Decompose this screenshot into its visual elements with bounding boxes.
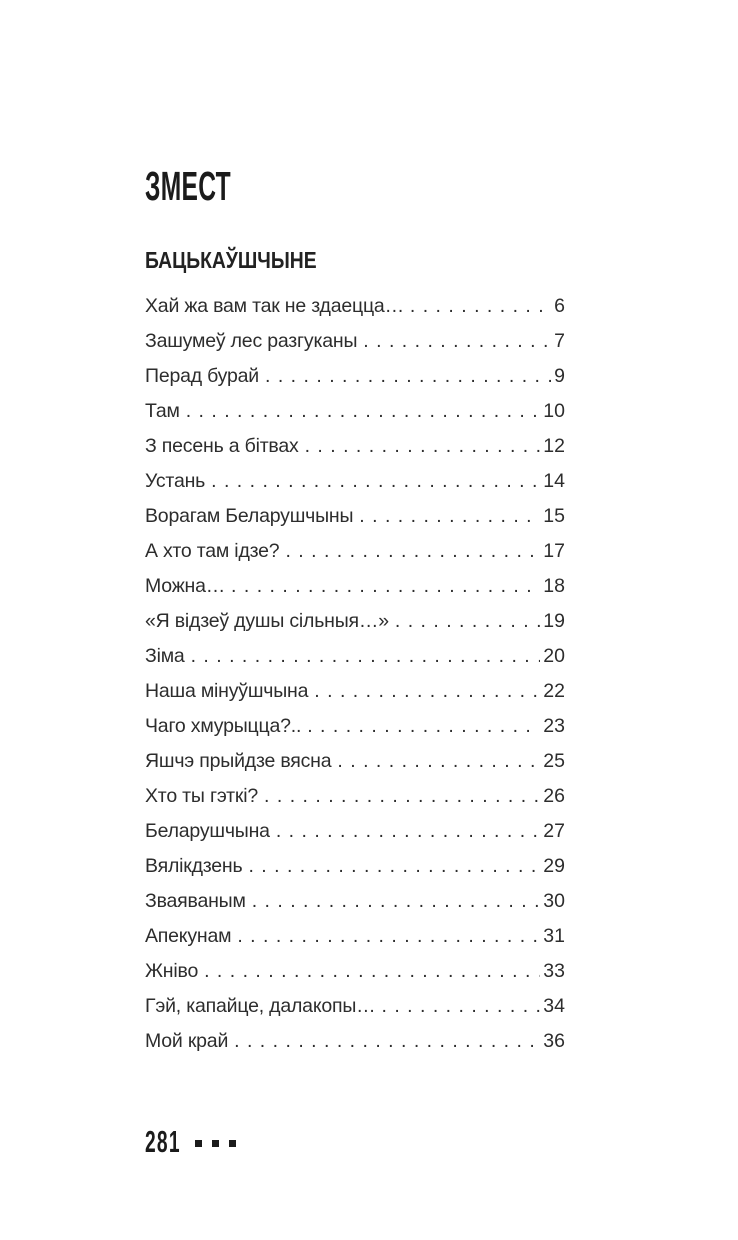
toc-leader-dots [359,506,540,527]
toc-entry-page: 31 [543,925,565,947]
toc-entry-title: Вялікдзень [145,855,243,877]
toc-entry-title: Ворагам Беларушчыны [145,505,354,527]
toc-leader-dots [410,296,551,317]
square-dot-icon [195,1140,202,1147]
toc-entry [145,576,565,611]
toc-entry-title: Гэй, капайце, далакопы… [145,995,376,1017]
toc-entry [145,996,565,1031]
toc-entry-page: 7 [554,330,565,352]
toc-entry-page: 25 [543,750,565,772]
toc-entry [145,506,565,541]
toc-entry-page: 34 [543,995,565,1017]
toc-entry-title: Устань [145,470,206,492]
toc-entry [145,751,565,786]
toc-entry [145,856,565,891]
page-title: ЗМЕСТ [145,163,231,209]
toc-leader-dots [314,681,540,702]
toc-entry-page: 10 [543,400,565,422]
toc-entry [145,646,565,681]
toc-entry [145,296,565,331]
page-footer [145,1126,345,1160]
toc-entry-title: Чаго хмурыцца?.. [145,715,302,737]
square-dot-icon [212,1140,219,1147]
toc-entry [145,436,565,471]
toc-entry [145,926,565,961]
toc-entry-page: 15 [543,505,565,527]
toc-entry-page: 20 [543,645,565,667]
toc-leader-dots [285,541,540,562]
toc-entry-title: Хто ты гэткі? [145,785,259,807]
toc-entry [145,716,565,751]
toc-leader-dots [231,576,540,597]
toc-entry-title: Перад бурай [145,365,260,387]
toc-entry [145,401,565,436]
toc-entry [145,331,565,366]
footer-page-number: 281 [145,1124,181,1159]
toc-entry-page: 14 [543,470,565,492]
toc-entry-page: 6 [554,295,565,317]
toc-entry-title: Зваяваным [145,890,246,912]
toc-entry-title: Можна… [145,575,226,597]
toc-list [145,296,565,1066]
toc-entry [145,366,565,401]
toc-entry-title: Яшчэ прыйдзе вясна [145,750,332,772]
toc-entry [145,891,565,926]
toc-entry-title: «Я відзеў душы сільныя…» [145,610,389,632]
toc-entry-title: Там [145,400,180,422]
toc-entry [145,821,565,856]
toc-leader-dots [363,331,551,352]
toc-leader-dots [307,716,540,737]
toc-leader-dots [248,856,540,877]
toc-leader-dots [191,646,541,667]
footer-ornament [195,1140,236,1147]
square-dot-icon [229,1140,236,1147]
toc-leader-dots [211,471,540,492]
toc-entry-page: 36 [543,1030,565,1052]
toc-entry-page: 9 [554,365,565,387]
toc-entry-page: 29 [543,855,565,877]
toc-leader-dots [382,996,541,1017]
toc-leader-dots [264,786,540,807]
toc-entry-page: 19 [543,610,565,632]
toc-entry [145,961,565,996]
toc-entry-page: 17 [543,540,565,562]
toc-entry-title: Зіма [145,645,185,667]
toc-entry [145,786,565,821]
toc-entry-page: 22 [543,680,565,702]
toc-entry-title: З песень а бітвах [145,435,299,457]
toc-entry-title: А хто там ідзе? [145,540,280,562]
toc-entry-page: 18 [543,575,565,597]
toc-leader-dots [186,401,541,422]
toc-leader-dots [234,1031,540,1052]
toc-entry-title: Наша мінуўшчына [145,680,309,702]
toc-leader-dots [265,366,551,387]
toc-entry [145,611,565,646]
toc-leader-dots [337,751,540,772]
toc-entry-page: 27 [543,820,565,842]
toc-entry-title: Зашумеў лес разгуканы [145,330,358,352]
toc-leader-dots [305,436,541,457]
toc-entry [145,1031,565,1066]
toc-entry-page: 12 [543,435,565,457]
toc-entry-page: 33 [543,960,565,982]
toc-entry-title: Апекунам [145,925,232,947]
toc-entry-page: 23 [543,715,565,737]
toc-entry-title: Мой край [145,1030,229,1052]
toc-section-heading: БАЦЬКАЎШЧЫНЕ [145,247,317,273]
toc-entry-title: Хай жа вам так не здаецца… [145,295,404,317]
toc-leader-dots [204,961,540,982]
toc-leader-dots [237,926,540,947]
toc-entry [145,471,565,506]
toc-entry [145,681,565,716]
toc-leader-dots [252,891,541,912]
toc-entry-page: 26 [543,785,565,807]
toc-leader-dots [395,611,540,632]
toc-entry [145,541,565,576]
toc-entry-page: 30 [543,890,565,912]
toc-entry-title: Жніво [145,960,199,982]
toc-entry-title: Беларушчына [145,820,270,842]
toc-leader-dots [276,821,540,842]
